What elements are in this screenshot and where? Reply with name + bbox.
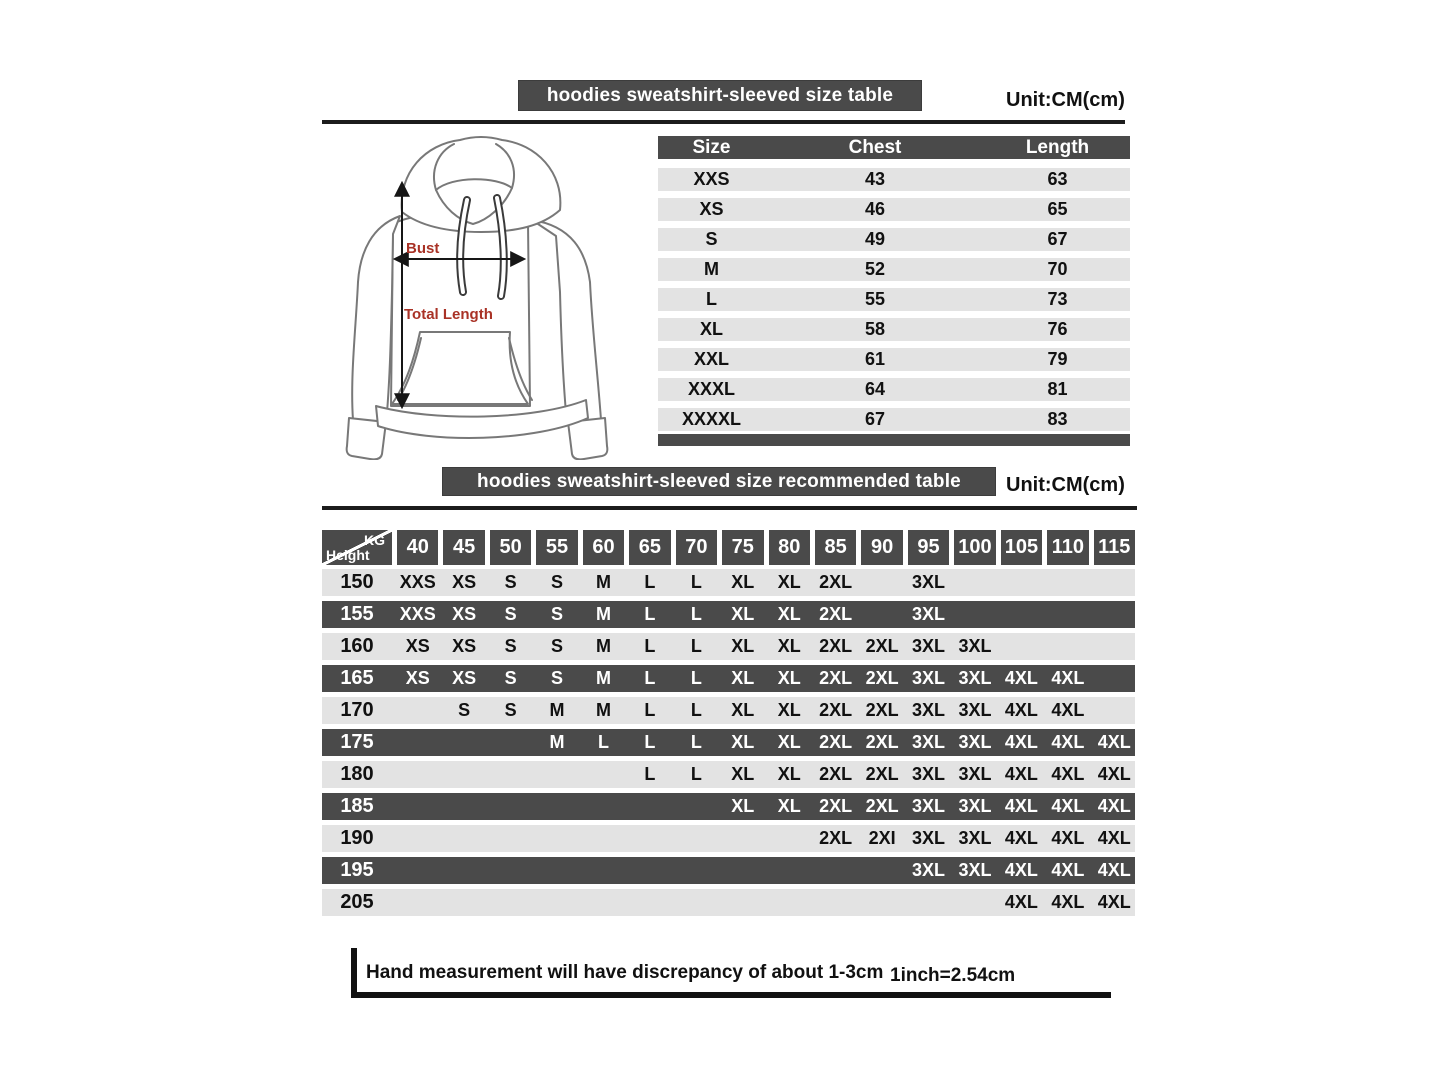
matrix-cell: XL <box>731 636 755 656</box>
matrix-cell: 4XL <box>1004 668 1038 688</box>
matrix-cell: XL <box>731 668 755 688</box>
matrix-cell: 3XL <box>958 860 992 880</box>
weight-column-header: 60 <box>583 530 624 565</box>
matrix-cell: L <box>644 668 656 688</box>
size-table-bottom-bar <box>658 434 1130 446</box>
matrix-cell: 4XL <box>1097 860 1131 880</box>
matrix-cell: XL <box>731 604 755 624</box>
matrix-cell: S <box>551 604 564 624</box>
matrix-cell: XS <box>452 572 477 592</box>
matrix-cell: 4XL <box>1004 796 1038 816</box>
matrix-cell: S <box>504 636 517 656</box>
inch-conversion-note: 1inch=2.54cm <box>890 965 1016 986</box>
matrix-cell: XL <box>777 636 801 656</box>
size-cell-length: 65 <box>1047 199 1068 219</box>
corner-kg-label: KG <box>364 532 385 548</box>
matrix-cell: M <box>595 604 611 624</box>
matrix-cell: 4XL <box>1097 764 1131 784</box>
matrix-cell: XL <box>777 764 801 784</box>
matrix-cell: 3XL <box>912 732 946 752</box>
matrix-cell: 2XL <box>865 700 899 720</box>
weight-column-header: 100 <box>954 530 995 565</box>
size-cell-size: XS <box>699 199 724 219</box>
matrix-header-row <box>322 530 1135 565</box>
matrix-row <box>322 825 1135 852</box>
matrix-cell: XS <box>452 636 477 656</box>
size-table-body <box>658 168 1130 431</box>
weight-column-header: 90 <box>861 530 902 565</box>
weight-column-header: 50 <box>490 530 531 565</box>
matrix-cell: M <box>595 700 611 720</box>
size-cell-length: 76 <box>1047 319 1068 339</box>
weight-column-header: 45 <box>443 530 484 565</box>
matrix-cell: 3XL <box>912 700 946 720</box>
matrix-row <box>322 665 1135 692</box>
matrix-cell: 2XL <box>819 572 853 592</box>
matrix-cell: S <box>551 668 564 688</box>
height-label: 205 <box>340 891 374 913</box>
matrix-cell: 2XL <box>819 636 853 656</box>
size-cell-size: XXXXL <box>681 409 742 429</box>
matrix-cell: 3XL <box>958 796 992 816</box>
matrix-cell: 2XI <box>868 828 896 848</box>
matrix-row <box>322 633 1135 660</box>
matrix-cell: 4XL <box>1051 732 1085 752</box>
size-table-title: hoodies sweatshirt-sleeved size table <box>546 84 894 106</box>
matrix-cell: XL <box>777 700 801 720</box>
matrix-cell: M <box>549 732 565 752</box>
matrix-cell: 4XL <box>1051 860 1085 880</box>
matrix-cell: M <box>595 572 611 592</box>
size-cell-chest: 61 <box>864 349 886 369</box>
size-table-row <box>658 378 1130 401</box>
footer-left-bar <box>351 948 357 993</box>
height-label: 180 <box>340 763 374 785</box>
matrix-cell: 3XL <box>912 572 946 592</box>
hoodie-measurement-diagram <box>320 132 642 460</box>
size-table <box>658 136 1130 446</box>
height-label: 165 <box>340 667 374 689</box>
matrix-cell: L <box>644 636 656 656</box>
size-table-row <box>658 258 1130 281</box>
matrix-cell: XL <box>777 796 801 816</box>
measurement-note: Hand measurement will have discrepancy of about 1-3cm <box>366 962 884 983</box>
matrix-cell: L <box>690 764 702 784</box>
matrix-cell: S <box>551 572 564 592</box>
matrix-cell: 4XL <box>1051 700 1085 720</box>
size-table-header <box>658 136 1130 159</box>
height-label: 175 <box>340 731 374 753</box>
size-cell-chest: 52 <box>864 259 886 279</box>
matrix-cell: L <box>644 764 656 784</box>
matrix-cell: L <box>690 572 702 592</box>
size-table-row <box>658 408 1130 431</box>
matrix-cell: 2XL <box>819 732 853 752</box>
weight-column-header: 75 <box>722 530 763 565</box>
height-label: 160 <box>340 635 374 657</box>
size-cell-size: XL <box>699 319 723 339</box>
matrix-cell: 2XL <box>819 796 853 816</box>
matrix-cell: S <box>504 604 517 624</box>
matrix-cell: 4XL <box>1097 892 1131 912</box>
matrix-cell: 2XL <box>819 668 853 688</box>
height-label: 170 <box>340 699 374 721</box>
matrix-cell: 3XL <box>958 700 992 720</box>
unit-label-bottom: Unit:CM(cm) <box>1006 474 1125 496</box>
size-cell-length: 81 <box>1047 379 1068 399</box>
matrix-cell: 3XL <box>912 796 946 816</box>
column-header-size: Size <box>692 136 731 158</box>
matrix-cell: 4XL <box>1004 828 1038 848</box>
matrix-cell: L <box>690 668 702 688</box>
matrix-cell: XXS <box>399 572 436 592</box>
recommended-table-title-bar <box>442 467 996 496</box>
matrix-row <box>322 729 1135 756</box>
matrix-cell: S <box>504 668 517 688</box>
matrix-cell: 2XL <box>865 796 899 816</box>
matrix-cell: XL <box>731 732 755 752</box>
matrix-cell: 4XL <box>1051 892 1085 912</box>
matrix-cell: 3XL <box>958 764 992 784</box>
matrix-cell: 2XL <box>819 764 853 784</box>
matrix-cell: L <box>690 636 702 656</box>
matrix-cell: 2XL <box>865 668 899 688</box>
matrix-cell: 4XL <box>1097 828 1131 848</box>
matrix-cell: XS <box>452 604 477 624</box>
size-cell-size: XXS <box>693 169 730 189</box>
matrix-cell: XS <box>405 668 430 688</box>
matrix-cell: L <box>644 604 656 624</box>
matrix-cell: 3XL <box>912 636 946 656</box>
matrix-cell: M <box>549 700 565 720</box>
size-cell-chest: 64 <box>864 379 886 399</box>
matrix-cell: M <box>595 668 611 688</box>
matrix-cell: XS <box>405 636 430 656</box>
weight-column-header: 55 <box>536 530 577 565</box>
matrix-cell: S <box>504 572 517 592</box>
size-table-row <box>658 348 1130 371</box>
matrix-cell: 3XL <box>912 764 946 784</box>
matrix-cell: 3XL <box>958 732 992 752</box>
weight-column-header: 115 <box>1094 530 1135 565</box>
matrix-row <box>322 697 1135 724</box>
size-cell-length: 73 <box>1047 289 1068 309</box>
size-cell-size: L <box>706 289 717 309</box>
matrix-row <box>322 569 1135 596</box>
matrix-cell: XL <box>777 668 801 688</box>
matrix-cell: XL <box>777 604 801 624</box>
matrix-cell: XL <box>731 700 755 720</box>
weight-column-header: 110 <box>1047 530 1088 565</box>
size-cell-size: XXXL <box>687 379 735 399</box>
column-header-length: Length <box>1025 136 1090 158</box>
size-cell-size: M <box>704 259 719 279</box>
height-label: 150 <box>340 571 374 593</box>
matrix-cell: L <box>690 700 702 720</box>
size-cell-size: S <box>705 229 718 249</box>
matrix-cell: 2XL <box>819 700 853 720</box>
matrix-cell: 3XL <box>958 668 992 688</box>
matrix-cell: 4XL <box>1004 892 1038 912</box>
size-cell-chest: 49 <box>864 229 886 249</box>
matrix-cell: 4XL <box>1004 700 1038 720</box>
size-cell-length: 67 <box>1047 229 1068 249</box>
matrix-row <box>322 793 1135 820</box>
matrix-row <box>322 889 1135 916</box>
size-cell-chest: 46 <box>864 199 886 219</box>
height-label: 195 <box>340 859 374 881</box>
size-cell-length: 79 <box>1047 349 1068 369</box>
size-cell-chest: 55 <box>864 289 886 309</box>
matrix-cell: 2XL <box>865 732 899 752</box>
matrix-row <box>322 761 1135 788</box>
size-table-row <box>658 168 1130 191</box>
matrix-corner-cell <box>322 530 392 565</box>
matrix-cell: 4XL <box>1051 764 1085 784</box>
corner-height-label: Height <box>326 547 370 563</box>
size-cell-chest: 43 <box>864 169 886 189</box>
divider-line-bottom <box>322 506 1137 510</box>
matrix-cell: 4XL <box>1004 732 1038 752</box>
matrix-cell: XL <box>731 572 755 592</box>
weight-column-header: 70 <box>676 530 717 565</box>
matrix-cell: L <box>644 572 656 592</box>
weight-column-header: 65 <box>629 530 670 565</box>
size-table-row <box>658 198 1130 221</box>
weight-column-header: 95 <box>908 530 949 565</box>
weight-column-header: 85 <box>815 530 856 565</box>
matrix-cell: L <box>597 732 609 752</box>
matrix-cell: 2XL <box>819 828 853 848</box>
size-cell-size: XXL <box>693 349 729 369</box>
matrix-cell: XL <box>777 732 801 752</box>
matrix-cell: S <box>551 636 564 656</box>
matrix-cell: L <box>690 604 702 624</box>
height-label: 185 <box>340 795 374 817</box>
matrix-cell: M <box>595 636 611 656</box>
size-cell-chest: 67 <box>864 409 886 429</box>
bust-label: Bust <box>406 240 440 257</box>
matrix-cell: 4XL <box>1051 828 1085 848</box>
matrix-cell: XL <box>777 572 801 592</box>
total-length-label: Total Length <box>404 306 493 323</box>
matrix-cell: XL <box>731 764 755 784</box>
weight-column-header: 80 <box>769 530 810 565</box>
recommended-size-matrix <box>322 530 1135 916</box>
matrix-cell: L <box>644 700 656 720</box>
recommended-table-title: hoodies sweatshirt-sleeved size recommended table <box>477 470 961 492</box>
matrix-row <box>322 601 1135 628</box>
matrix-cell: 2XL <box>865 636 899 656</box>
footer-underline <box>351 992 1111 998</box>
column-header-chest: Chest <box>848 136 902 158</box>
matrix-cell: 3XL <box>958 636 992 656</box>
matrix-cell: 3XL <box>912 860 946 880</box>
matrix-cell: 3XL <box>958 828 992 848</box>
size-cell-length: 70 <box>1047 259 1068 279</box>
matrix-cell: L <box>644 732 656 752</box>
height-label: 155 <box>340 603 374 625</box>
weight-column-header: 105 <box>1001 530 1042 565</box>
matrix-cell: 2XL <box>819 604 853 624</box>
matrix-cell: L <box>690 732 702 752</box>
unit-label-top: Unit:CM(cm) <box>1006 89 1125 111</box>
matrix-cell: 4XL <box>1097 732 1131 752</box>
matrix-cell: 4XL <box>1051 668 1085 688</box>
matrix-cell: 2XL <box>865 764 899 784</box>
hoodie-right-sleeve <box>532 220 601 424</box>
size-cell-length: 83 <box>1047 409 1068 429</box>
matrix-cell: S <box>458 700 471 720</box>
size-table-row <box>658 228 1130 251</box>
matrix-cell: XL <box>731 796 755 816</box>
size-table-row <box>658 318 1130 341</box>
divider-line-top <box>322 120 1125 124</box>
matrix-cell: XS <box>452 668 477 688</box>
matrix-cell: 4XL <box>1004 860 1038 880</box>
matrix-cell: 4XL <box>1004 764 1038 784</box>
matrix-cell: 3XL <box>912 668 946 688</box>
matrix-body <box>322 569 1135 916</box>
matrix-cell: 3XL <box>912 828 946 848</box>
matrix-cell: 3XL <box>912 604 946 624</box>
matrix-cell: S <box>504 700 517 720</box>
matrix-row <box>322 857 1135 884</box>
size-table-title-bar <box>518 80 922 111</box>
size-table-row <box>658 288 1130 311</box>
matrix-cell: XXS <box>399 604 436 624</box>
matrix-cell: 4XL <box>1051 796 1085 816</box>
matrix-cell: 4XL <box>1097 796 1131 816</box>
size-cell-chest: 58 <box>864 319 886 339</box>
weight-column-header: 40 <box>397 530 438 565</box>
size-cell-length: 63 <box>1047 169 1068 189</box>
height-label: 190 <box>340 827 374 849</box>
